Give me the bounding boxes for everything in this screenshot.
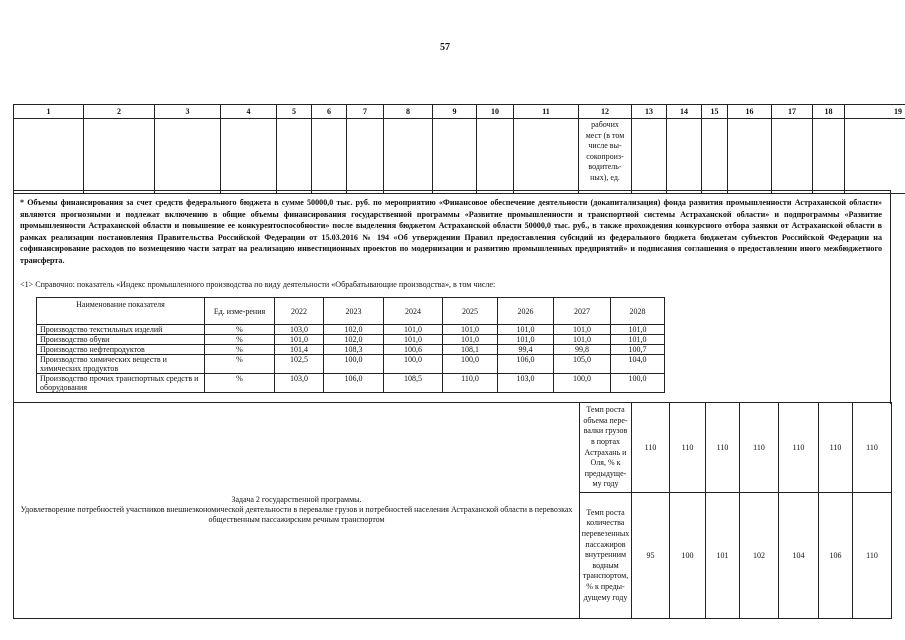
indicator-value: 110: [853, 403, 892, 493]
header-unit: Ед. изме-рения: [205, 298, 275, 325]
column-number-row: [14, 105, 905, 119]
task-table: [13, 402, 892, 619]
indicator-name: Темп роста объема пере-валки грузов в портах Астрахань и Оля, % к предыдуще-му году: [580, 403, 632, 493]
row-unit: %: [205, 355, 275, 374]
task-title: Задача 2 государственной программы.: [231, 495, 362, 504]
row-value: 100,0: [611, 374, 665, 393]
header-year: 2024: [384, 298, 443, 325]
col-header: 15: [702, 105, 728, 119]
col-header: 14: [667, 105, 702, 119]
col-header: 4: [221, 105, 277, 119]
production-index-table: [36, 297, 665, 393]
indicator-name: Темп роста количества перевезенных пассажиров внутренним водным транспортом, % к преды-дущему году: [580, 493, 632, 619]
row-value: 101,0: [554, 335, 611, 345]
table-row: [37, 345, 665, 355]
row-value: 110,0: [443, 374, 498, 393]
row-value: 101,0: [275, 335, 324, 345]
unit-line: сокопроиз-: [586, 151, 624, 161]
col-header: 6: [312, 105, 347, 119]
continuation-table: [13, 104, 905, 194]
indicator-value: 110: [853, 493, 892, 619]
unit-line: числе вы-: [588, 141, 622, 150]
row-value: 101,0: [384, 335, 443, 345]
table-row: [37, 325, 665, 335]
row-value: 101,0: [498, 325, 554, 335]
col-header: 3: [155, 105, 221, 119]
row-value: 101,0: [443, 335, 498, 345]
header-year: 2025: [443, 298, 498, 325]
row-value: 101,0: [498, 335, 554, 345]
table-row: [37, 355, 665, 374]
indicator-value: 110: [819, 403, 853, 493]
row-value: 101,0: [611, 335, 665, 345]
unit-line: ных), ед.: [590, 172, 620, 182]
row-unit: %: [205, 325, 275, 335]
table-row: [14, 119, 905, 194]
row-value: 106,0: [498, 355, 554, 374]
indicator-value: 110: [670, 403, 706, 493]
row-unit: %: [205, 345, 275, 355]
indicator-value: 101: [706, 493, 740, 619]
indicator-value: 102: [740, 493, 779, 619]
row-value: 103,0: [275, 374, 324, 393]
row-value: 106,0: [324, 374, 384, 393]
header-year: 2022: [275, 298, 324, 325]
unit-line: мест (в том: [585, 130, 625, 140]
col-header: 8: [384, 105, 433, 119]
header-year: 2023: [324, 298, 384, 325]
col-header: 13: [632, 105, 667, 119]
row-value: 100,0: [443, 355, 498, 374]
table-row: [37, 335, 665, 345]
col-header: 2: [84, 105, 155, 119]
row-value: 102,5: [275, 355, 324, 374]
row-value: 101,4: [275, 345, 324, 355]
row-value: 100,0: [384, 355, 443, 374]
row-value: 104,0: [611, 355, 665, 374]
row-value: 102,0: [324, 335, 384, 345]
header-indicator: Наименование показателя: [37, 298, 205, 325]
indicator-value: 104: [779, 493, 819, 619]
header-year: 2026: [498, 298, 554, 325]
row-value: 102,0: [324, 325, 384, 335]
row-unit: %: [205, 335, 275, 345]
col-header: 1: [14, 105, 84, 119]
reference-note: <1> Справочно: показатель «Индекс промышленного производства по виду деятельности «Обрабатывающие производства», в том числе:: [20, 280, 496, 289]
row-value: 108,3: [324, 345, 384, 355]
row-name: Производство текстильных изделий: [37, 325, 205, 335]
row-value: 105,0: [554, 355, 611, 374]
row-unit: %: [205, 374, 275, 393]
col-header: 10: [477, 105, 514, 119]
task-cell: [14, 403, 580, 619]
col-header: 18: [813, 105, 845, 119]
row-value: 103,0: [275, 325, 324, 335]
indicator-value: 95: [632, 493, 670, 619]
col-header: 17: [772, 105, 813, 119]
col-header: 9: [433, 105, 477, 119]
col-header: 16: [728, 105, 772, 119]
table-row: [14, 403, 892, 493]
indicator-value: 110: [632, 403, 670, 493]
row-value: 99,8: [554, 345, 611, 355]
indicator-value: 106: [819, 493, 853, 619]
table-row: [37, 374, 665, 393]
indicator-value: 110: [779, 403, 819, 493]
row-value: 100,6: [384, 345, 443, 355]
row-name: Производство нефтепродуктов: [37, 345, 205, 355]
row-value: 108,1: [443, 345, 498, 355]
indicator-value: 110: [706, 403, 740, 493]
unit-cell: [579, 119, 632, 194]
row-value: 100,7: [611, 345, 665, 355]
row-value: 100,0: [554, 374, 611, 393]
row-name: Производство химических веществ и химических продуктов: [37, 355, 205, 374]
col-header: 19: [845, 105, 905, 119]
col-header: 12: [579, 105, 632, 119]
row-value: 108,5: [384, 374, 443, 393]
row-value: 100,0: [324, 355, 384, 374]
unit-line: рабочих: [591, 120, 619, 129]
row-value: 101,0: [384, 325, 443, 335]
row-name: Производство прочих транспортных средств и оборудования: [37, 374, 205, 393]
row-value: 101,0: [611, 325, 665, 335]
unit-line: водитель-: [588, 162, 622, 171]
page-number: 57: [440, 42, 450, 53]
header-year: 2028: [611, 298, 665, 325]
indicator-value: 110: [740, 403, 779, 493]
index-header-row: [37, 298, 665, 325]
col-header: 7: [347, 105, 384, 119]
col-header: 5: [277, 105, 312, 119]
header-year: 2027: [554, 298, 611, 325]
row-value: 101,0: [554, 325, 611, 335]
task-description: Удовлетворение потребностей участников внешнеэкономической деятельности в перевалке грузов и потребностей населения Астраханской области в перевозках общественным пассажирским речным транспортом: [20, 505, 573, 524]
row-name: Производство обуви: [37, 335, 205, 345]
row-value: 99,4: [498, 345, 554, 355]
col-header: 11: [514, 105, 579, 119]
row-value: 101,0: [443, 325, 498, 335]
row-value: 103,0: [498, 374, 554, 393]
indicator-value: 100: [670, 493, 706, 619]
funding-footnote: * Объемы финансирования за счет средств федерального бюджета в сумме 50000,0 тыс. руб. по мероприятию «Финансовое обеспечение деятельности (докапитализация) фонда развития промышленности Астраханской области» являются прогнозными и подлежат включению в общие объемы финансирования государственной программы «Развитие промышленности и транспортной системы Астраханской области» и подпрограммы «Развитие промышленности Астраханской области и повышение ее конкурентоспособности» после выделения бюджетом Астраханской области 50000,0 тыс. руб., в также прохождения конкурсного отбора заявки от Астраханской области в рамках реализации постановления Правительства Российской Федерации от 15.03.2016 № 194 «Об утверждении Правил предоставления субсидий из федерального бюджета бюджетам субъектов Российской Федерации на софинансирование расходов по возмещению части затрат на реализацию инвестиционных проектов по модернизации и развитию промышленных предприятий» и подписания соглашения о предоставлении иного межбюджетного трансферта.: [20, 198, 882, 265]
